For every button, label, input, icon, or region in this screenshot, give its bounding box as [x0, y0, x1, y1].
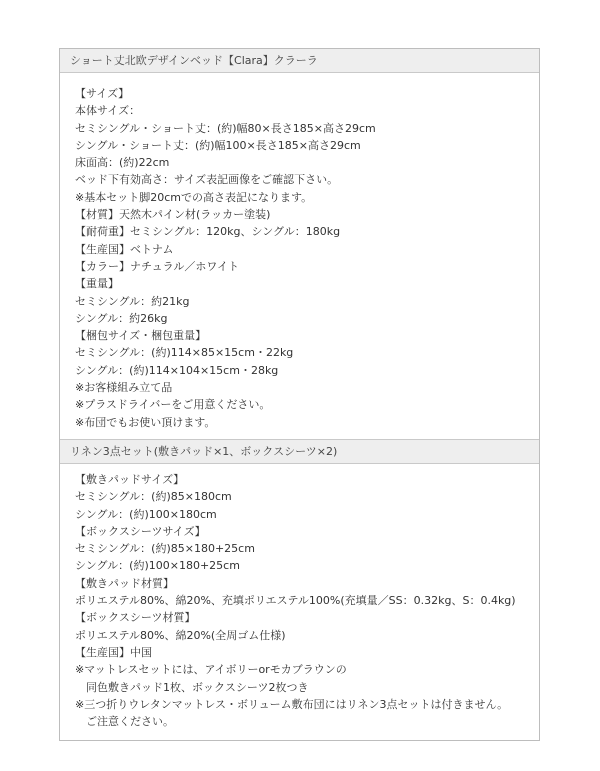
spec-line: ※三つ折りウレタンマットレス・ボリューム敷布団にはリネン3点セットは付きません。: [75, 697, 509, 711]
spec-line: ご注意ください。: [86, 715, 174, 729]
spec-line: 【ボックスシーツ材質】: [75, 611, 196, 625]
spec-line: 【生産国】中国: [75, 645, 152, 659]
section-body-linen: [60, 464, 539, 740]
spec-line: ※お客様組み立て品: [75, 381, 173, 395]
spec-line: セミシングル：(約)85×180cm: [75, 490, 232, 504]
spec-line: シングル：(約)100×180cm: [75, 507, 217, 521]
section-header-bed: ショート丈北欧デザインベッド【Clara】クラーラ: [60, 49, 539, 73]
spec-line: 【敷きパッドサイズ】: [75, 472, 185, 486]
spec-line: 【重量】: [75, 277, 119, 291]
spec-line: セミシングル：約21kg: [75, 294, 190, 308]
spec-line: 【梱包サイズ・梱包重量】: [75, 329, 207, 343]
spec-line: 【材質】天然木パイン材(ラッカー塗装): [75, 208, 271, 222]
spec-line: シングル：(約)114×104×15cm・28kg: [75, 363, 279, 377]
spec-line: セミシングル：(約)85×180+25cm: [75, 542, 255, 556]
spec-line: ※基本セット脚20cmでの高さ表記になります。: [75, 190, 313, 204]
spec-line: シングル・ショート丈：(約)幅100×長さ185×高さ29cm: [75, 138, 361, 152]
spec-line: シングル：約26kg: [75, 311, 168, 325]
spec-line: ※マットレスセットには、アイボリーorモカブラウンの: [75, 663, 347, 677]
spec-table: [59, 48, 540, 741]
spec-line: ポリエステル80%、綿20%(全周ゴム仕様): [75, 628, 286, 642]
spec-line: ※布団でもお使い頂けます。: [75, 415, 216, 429]
spec-line: 本体サイズ：: [75, 104, 141, 118]
spec-line: 【カラー】ナチュラル／ホワイト: [75, 259, 240, 273]
section-body-bed: [60, 73, 539, 439]
spec-line: 【生産国】ベトナム: [75, 242, 174, 256]
spec-line: 同色敷きパッド1枚、ボックスシーツ2枚つき: [86, 680, 309, 694]
spec-line: 【サイズ】: [75, 87, 130, 100]
spec-line: セミシングル・ショート丈：(約)幅80×長さ185×高さ29cm: [75, 121, 376, 135]
spec-line: シングル：(約)100×180+25cm: [75, 559, 240, 573]
section-header-linen: リネン3点セット(敷きパッド×1、ボックスシーツ×2): [60, 439, 539, 464]
spec-line: セミシングル：(約)114×85×15cm・22kg: [75, 346, 294, 360]
spec-line: ※プラスドライバーをご用意ください。: [75, 398, 271, 412]
spec-line: 【耐荷重】セミシングル：120kg、シングル：180kg: [75, 225, 341, 239]
spec-line: 【敷きパッド材質】: [75, 576, 174, 590]
spec-line: ポリエステル80%、綿20%、充填ポリエステル100%(充填量／SS：0.32kg、S：0.4kg): [75, 594, 516, 608]
spec-line: ベッド下有効高さ：サイズ表記画像をご確認下さい。: [75, 173, 339, 187]
spec-line: 【ボックスシーツサイズ】: [75, 524, 206, 538]
spec-line: 床面高：(約)22cm: [75, 156, 170, 170]
